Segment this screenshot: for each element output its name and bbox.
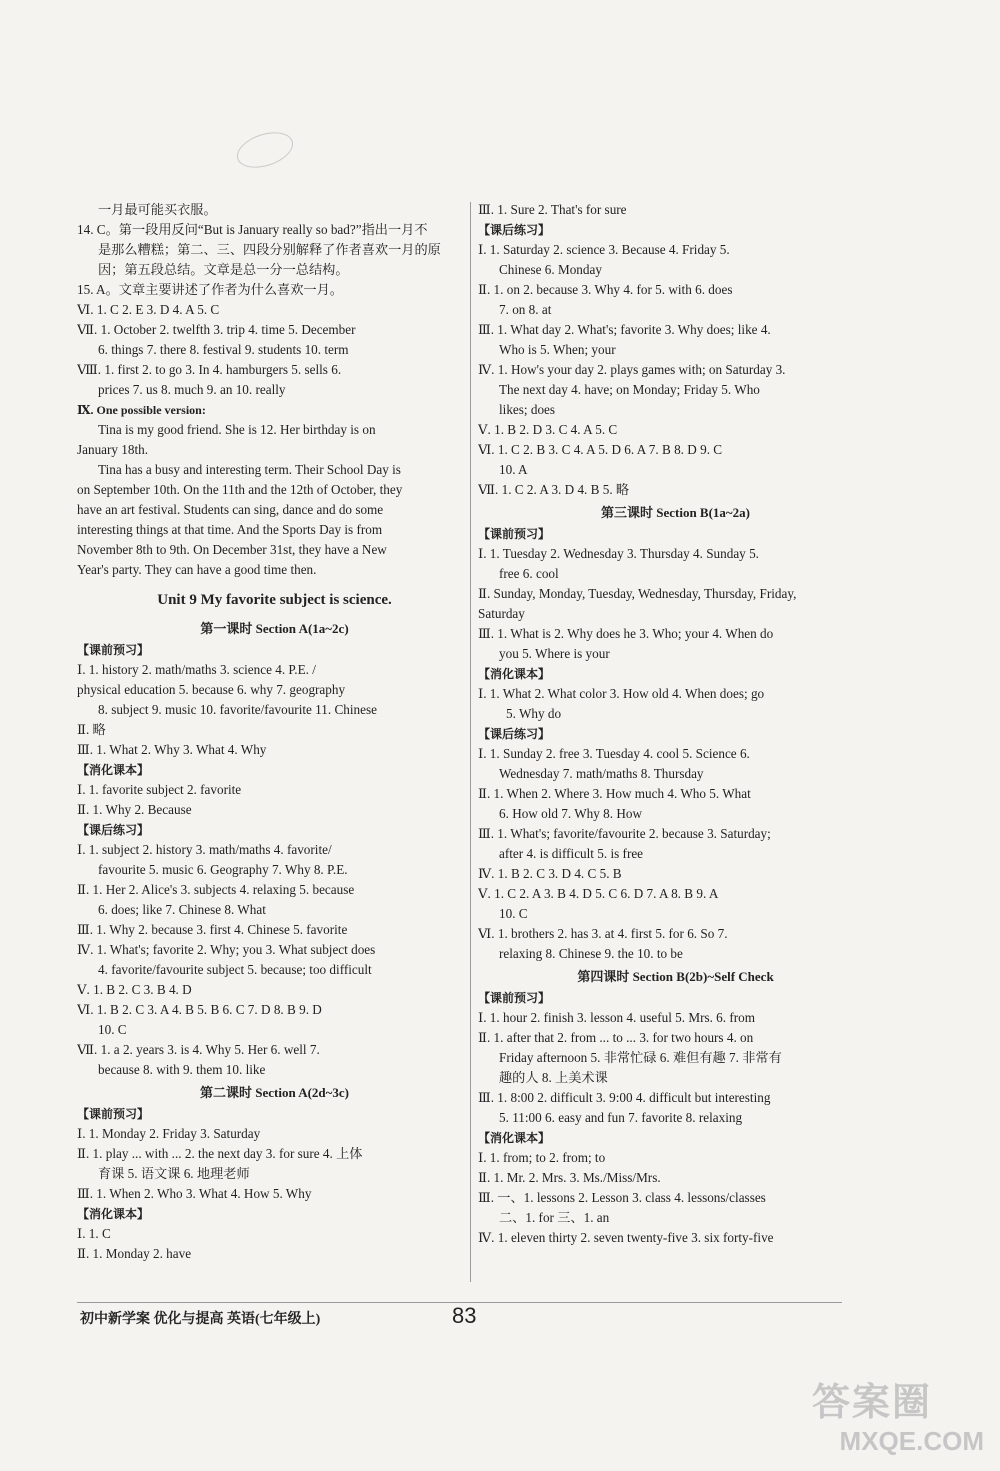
answer-line: Ⅶ. 1. a 2. years 3. is 4. Why 5. Her 6. well 7. <box>77 1042 320 1057</box>
answer-line: Ⅳ. 1. What's; favorite 2. Why; you 3. What subject does <box>77 942 376 957</box>
answer-line: interesting things at that time. And the Sports Day is from <box>77 522 383 537</box>
answer-line: 5. Why do <box>506 706 562 721</box>
answer-line: physical education 5. because 6. why 7. geography <box>77 682 346 697</box>
answer-line: Ⅳ. 1. B 2. C 3. D 4. C 5. B <box>478 866 622 881</box>
answer-line: after 4. is difficult 5. is free <box>499 846 644 861</box>
answer-line: Ⅱ. 1. Her 2. Alice's 3. subjects 4. relaxing 5. because <box>77 882 355 897</box>
watermark-logo-text: 答案圈 <box>812 1382 933 1424</box>
answer-line: Ⅲ. 1. 8:00 2. difficult 3. 9:00 4. difficult but interesting <box>478 1090 771 1105</box>
answer-line: 6. How old 7. Why 8. How <box>499 806 642 821</box>
section-label: Ⅸ. One possible version: <box>77 403 206 417</box>
answer-line: Tina has a busy and interesting term. Their School Day is <box>98 462 401 477</box>
answer-line: free 6. cool <box>499 566 559 581</box>
section-label: 【课前预习】 <box>478 527 551 541</box>
lesson-heading: 第四课时 Section B(2b)~Self Check <box>577 969 774 984</box>
answer-line: Ⅲ. 一、1. lessons 2. Lesson 3. class 4. lessons/classes <box>478 1190 766 1205</box>
answer-line: Friday afternoon 5. 非常忙碌 6. 难但有趣 7. 非常有 <box>499 1050 782 1065</box>
answer-line: Ⅲ. 1. What's; favorite/favourite 2. because 3. Saturday; <box>478 826 771 841</box>
column-divider <box>470 202 471 1282</box>
answer-line: likes; does <box>499 402 556 417</box>
answer-line: Ⅵ. 1. B 2. C 3. A 4. B 5. B 6. C 7. D 8. B 9. D <box>77 1002 322 1017</box>
section-label: 【课前预习】 <box>77 643 150 657</box>
answer-line: Ⅰ. 1. Monday 2. Friday 3. Saturday <box>77 1126 261 1141</box>
section-label: 【消化课本】 <box>478 667 551 681</box>
answer-line: you 5. Where is your <box>499 646 610 661</box>
answer-line: 6. does; like 7. Chinese 8. What <box>98 902 266 917</box>
answer-line: Ⅱ. 1. Why 2. Because <box>77 802 192 817</box>
header-stamp-mark <box>232 126 297 174</box>
answer-line: Ⅲ. 1. What day 2. What's; favorite 3. Why does; like 4. <box>478 322 771 337</box>
answer-line: on September 10th. On the 11th and the 12th of October, they <box>77 482 403 497</box>
answer-line: Ⅱ. 1. When 2. Where 3. How much 4. Who 5. What <box>478 786 751 801</box>
answer-line: 10. C <box>98 1022 127 1037</box>
site-watermark <box>812 1380 992 1464</box>
answer-line: Ⅲ. 1. What is 2. Why does he 3. Who; your 4. When do <box>478 626 774 641</box>
answer-line: Ⅱ. 略 <box>77 722 106 737</box>
answer-line: 趣的人 8. 上美术课 <box>499 1070 608 1085</box>
answer-line: Ⅰ. 1. favorite subject 2. favorite <box>77 782 242 797</box>
answer-line: Ⅶ. 1. October 2. twelfth 3. trip 4. time 5. December <box>77 322 356 337</box>
answer-line: 15. A。文章主要讲述了作者为什么喜欢一月。 <box>77 282 343 297</box>
answer-line: Ⅳ. 1. How's your day 2. plays games with; on Saturday 3. <box>478 362 786 377</box>
answer-line: Ⅱ. Sunday, Monday, Tuesday, Wednesday, Thursday, Friday, <box>478 586 797 601</box>
answer-line: because 8. with 9. them 10. like <box>98 1062 266 1077</box>
answer-line: Ⅱ. 1. on 2. because 3. Why 4. for 5. with 6. does <box>478 282 733 297</box>
answer-line: 一月最可能买衣服。 <box>98 202 217 217</box>
section-label: 【消化课本】 <box>478 1131 551 1145</box>
answer-line: November 8th to 9th. On December 31st, they have a New <box>77 542 387 557</box>
answer-line: Ⅶ. 1. C 2. A 3. D 4. B 5. 略 <box>478 482 630 497</box>
answer-line: Year's party. They can have a good time then. <box>77 562 317 577</box>
answer-line: Ⅱ. 1. after that 2. from ... to ... 3. for two hours 4. on <box>478 1030 754 1045</box>
answer-line: prices 7. us 8. much 9. an 10. really <box>98 382 286 397</box>
answer-line: Wednesday 7. math/maths 8. Thursday <box>499 766 704 781</box>
answer-line: relaxing 8. Chinese 9. the 10. to be <box>499 946 683 961</box>
answer-line: Who is 5. When; your <box>499 342 616 357</box>
answer-line: Ⅰ. 1. subject 2. history 3. math/maths 4. favorite/ <box>77 842 332 857</box>
answer-line: 4. favorite/favourite subject 5. because; too difficult <box>98 962 372 977</box>
answer-line: Ⅱ. 1. Monday 2. have <box>77 1246 192 1261</box>
answer-line: Ⅰ. 1. C <box>77 1226 111 1241</box>
answer-line: January 18th. <box>77 442 149 457</box>
answer-line: 14. C。第一段用反问“But is January really so bad?”指出一月不 <box>77 222 428 237</box>
answer-line: 8. subject 9. music 10. favorite/favourite 11. Chinese <box>98 702 377 717</box>
answer-line: 6. things 7. there 8. festival 9. students 10. term <box>98 342 349 357</box>
answer-line: Ⅳ. 1. eleven thirty 2. seven twenty-five 3. six forty-five <box>478 1230 774 1245</box>
answer-line: Ⅲ. 1. Why 2. because 3. first 4. Chinese 5. favorite <box>77 922 348 937</box>
answer-line: 5. 11:00 6. easy and fun 7. favorite 8. relaxing <box>499 1110 743 1125</box>
answer-line: 7. on 8. at <box>499 302 552 317</box>
answer-line: 10. A <box>499 462 528 477</box>
page-number: 83 <box>452 1303 477 1328</box>
answer-line: favourite 5. music 6. Geography 7. Why 8. P.E. <box>98 862 348 877</box>
watermark-url: MXQE.COM <box>839 1426 984 1456</box>
answer-line: 育课 5. 语文课 6. 地理老师 <box>98 1166 250 1181</box>
answer-line: 因；第五段总结。文章是总一分一总结构。 <box>98 262 349 277</box>
lesson-heading: 第一课时 Section A(1a~2c) <box>200 621 349 636</box>
answer-line: Ⅵ. 1. brothers 2. has 3. at 4. first 5. for 6. So 7. <box>478 926 728 941</box>
answer-line: Tina is my good friend. She is 12. Her birthday is on <box>98 422 376 437</box>
answer-line: Ⅰ. 1. Sunday 2. free 3. Tuesday 4. cool 5. Science 6. <box>478 746 750 761</box>
section-label: 【课后练习】 <box>478 223 551 237</box>
answer-line: Ⅵ. 1. C 2. E 3. D 4. A 5. C <box>77 302 220 317</box>
answer-line: Ⅰ. 1. Saturday 2. science 3. Because 4. Friday 5. <box>478 242 730 257</box>
answer-line: Ⅰ. 1. What 2. What color 3. How old 4. When does; go <box>478 686 765 701</box>
answer-line: Ⅴ. 1. B 2. D 3. C 4. A 5. C <box>478 422 618 437</box>
answer-line: The next day 4. have; on Monday; Friday 5. Who <box>499 382 760 397</box>
answer-line: Ⅰ. 1. Tuesday 2. Wednesday 3. Thursday 4. Sunday 5. <box>478 546 759 561</box>
lesson-heading: 第二课时 Section A(2d~3c) <box>199 1085 350 1100</box>
answer-line: Ⅰ. 1. hour 2. finish 3. lesson 4. useful 5. Mrs. 6. from <box>478 1010 756 1025</box>
section-label: 【消化课本】 <box>77 763 150 777</box>
answer-line: Ⅱ. 1. play ... with ... 2. the next day 3. for sure 4. 上体 <box>77 1146 363 1161</box>
answer-line: Ⅴ. 1. C 2. A 3. B 4. D 5. C 6. D 7. A 8. B 9. A <box>478 886 719 901</box>
answer-line: Ⅰ. 1. history 2. math/maths 3. science 4. P.E. / <box>77 662 316 677</box>
answer-line: 是那么糟糕；第二、三、四段分别解释了作者喜欢一月的原 <box>98 242 441 257</box>
answer-line: Ⅵ. 1. C 2. B 3. C 4. A 5. D 6. A 7. B 8. D 9. C <box>478 442 723 457</box>
left-column <box>77 200 472 1264</box>
section-label: 【课前预习】 <box>478 991 551 1005</box>
answer-line: Ⅲ. 1. Sure 2. That's for sure <box>478 202 627 217</box>
answer-line: Ⅲ. 1. What 2. Why 3. What 4. Why <box>77 742 267 757</box>
answer-line: Ⅰ. 1. from; to 2. from; to <box>478 1150 606 1165</box>
answer-line: 二、1. for 三、1. an <box>499 1210 610 1225</box>
answer-line: have an art festival. Students can sing, dance and do some <box>77 502 384 517</box>
answer-line: Ⅴ. 1. B 2. C 3. B 4. D <box>77 982 192 997</box>
answer-line: 10. C <box>499 906 528 921</box>
section-label: 【课前预习】 <box>77 1107 150 1121</box>
answer-line: Saturday <box>478 606 525 621</box>
right-column <box>478 200 873 1248</box>
unit-title: Unit 9 My favorite subject is science. <box>157 592 392 608</box>
section-label: 【消化课本】 <box>77 1207 150 1221</box>
book-title: 初中新学案 优化与提高 英语(七年级上) <box>80 1312 321 1327</box>
section-label: 【课后练习】 <box>478 727 551 741</box>
section-label: 【课后练习】 <box>77 823 150 837</box>
answer-line: Ⅱ. 1. Mr. 2. Mrs. 3. Ms./Miss/Mrs. <box>478 1170 661 1185</box>
lesson-heading: 第三课时 Section B(1a~2a) <box>600 505 751 520</box>
answer-line: Ⅲ. 1. When 2. Who 3. What 4. How 5. Why <box>77 1186 312 1201</box>
answer-line: Ⅷ. 1. first 2. to go 3. In 4. hamburgers 5. sells 6. <box>77 362 342 377</box>
answer-line: Chinese 6. Monday <box>499 262 602 277</box>
